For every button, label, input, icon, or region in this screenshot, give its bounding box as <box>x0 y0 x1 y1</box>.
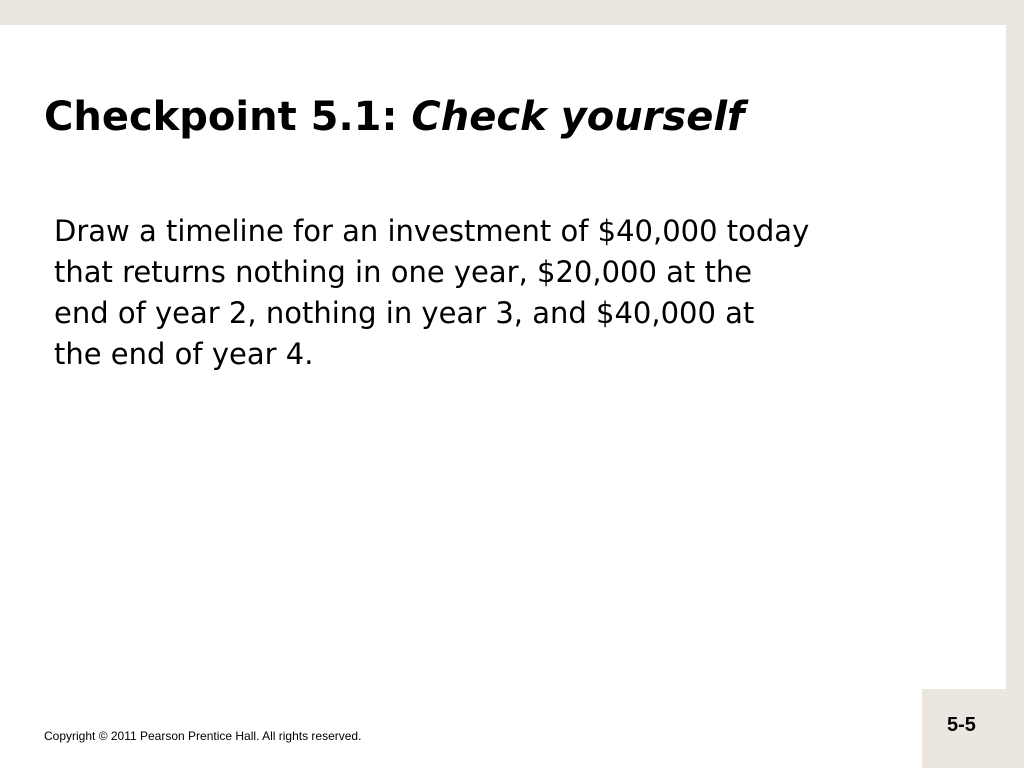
page-number: 5-5 <box>947 714 976 736</box>
body-line: end of year 2, nothing in year 3, and $40,000 at <box>54 296 755 330</box>
slide <box>0 25 1006 768</box>
page-number-box <box>922 689 1024 768</box>
slide-title <box>44 91 744 143</box>
body-line: the end of year 4. <box>54 337 314 371</box>
slide-body <box>54 211 974 375</box>
slide-title-italic: Check yourself <box>411 94 745 140</box>
slide-title-main: Checkpoint 5.1: <box>44 94 398 140</box>
copyright-notice: Copyright © 2011 Pearson Prentice Hall. All rights reserved. <box>44 729 362 743</box>
body-line: that returns nothing in one year, $20,000 at the <box>54 255 753 289</box>
body-line: Draw a timeline for an investment of $40,000 today <box>54 214 810 248</box>
